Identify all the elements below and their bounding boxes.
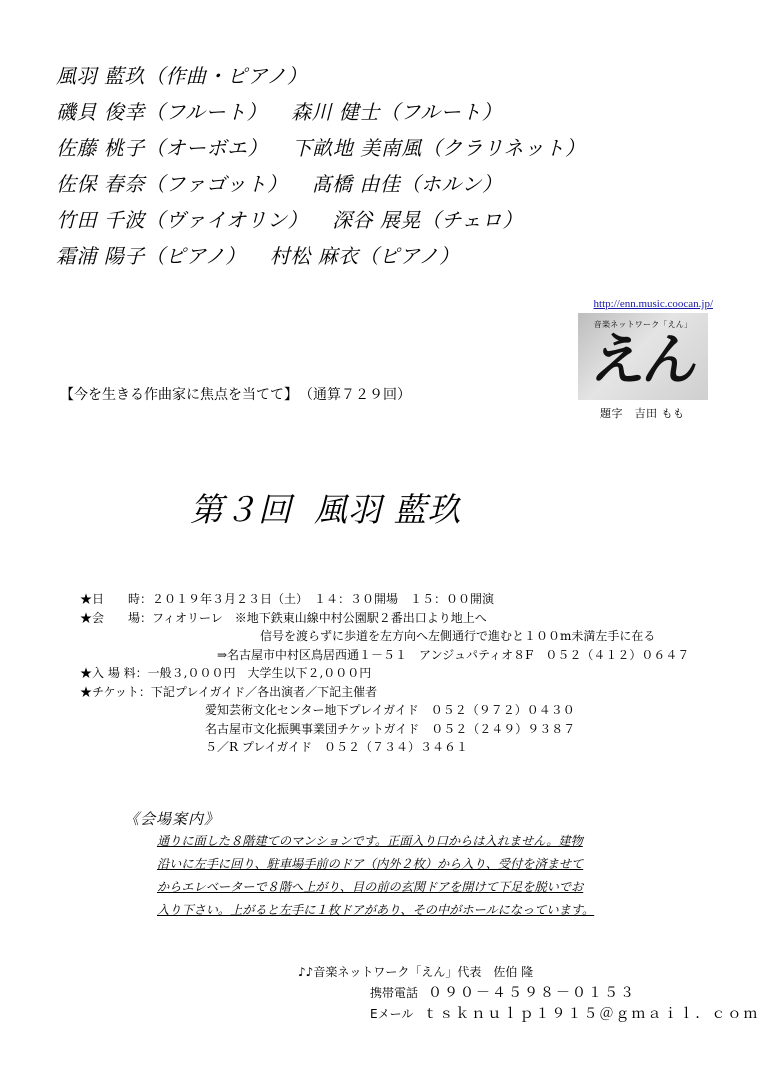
- enn-logo: [578, 313, 708, 400]
- website-link[interactable]: http://enn.music.coocan.jp/: [593, 298, 713, 310]
- performer-name: 佐藤 桃子（オーボエ）: [56, 136, 268, 160]
- performer-line: [56, 94, 746, 130]
- title-composer: 風羽 藍玖: [314, 490, 462, 529]
- phone-line: [298, 983, 738, 1004]
- organizer: ♪♪音楽ネットワーク「えん」代表 佐伯 隆: [298, 965, 534, 979]
- phone-number: ０９０－４５９８－０１５３: [428, 985, 637, 1001]
- ticket-outlet: ５／R プレイガイド ０５２（７３４）３４６１: [205, 740, 469, 754]
- title-edition: 第３回: [190, 490, 292, 529]
- performer-line: [56, 166, 746, 202]
- series-count: （通算７２９回）: [306, 387, 411, 403]
- performer-name: 佐保 春奈（ファゴット）: [56, 172, 288, 196]
- performer-name: 下畝地 美南風（クラリネット）: [291, 136, 586, 160]
- venue-guide-line: 入り下さい。上がると左手に１枚ドアがあり、その中がホールになっています。: [157, 903, 595, 917]
- performer-name: 霜浦 陽子（ピアノ）: [56, 244, 246, 268]
- ticket-outlet: 名古屋市文化振興事業団チケットガイド ０５２（２４９）９３８７: [205, 721, 576, 736]
- concert-title: [190, 484, 610, 531]
- detail-datetime: ★日 時：２０１９年３月２３日（土） １４：３０開場 １５：００開演: [80, 592, 495, 606]
- ticket-outlet: 愛知芸術文化センター地下プレイガイド ０５２（９７２）０４３０: [205, 703, 575, 717]
- email-line: [298, 1004, 760, 1025]
- detail-venue: ★会 場：フィオリーレ ※地下鉄東山線中村公園駅２番出口より地上へ: [80, 610, 487, 625]
- performer-line: [56, 130, 746, 166]
- event-details: [80, 590, 750, 757]
- detail-admission: ★入 場 料：一般３,０００円 大学生以下２,０００円: [80, 666, 372, 680]
- venue-guide-heading: 《会場案内》: [124, 810, 221, 828]
- performer-name: 磯貝 俊幸（フルート）: [56, 100, 268, 124]
- contact-block: [298, 962, 760, 1025]
- calligrapher-credit: 題字 吉田 もも: [600, 407, 685, 420]
- series-theme: 【今を生きる作曲家に焦点を当てて】: [60, 387, 298, 403]
- performer-line: [56, 202, 746, 238]
- series-line: [60, 384, 540, 404]
- venue-guide-line: 沿いに左手に回り、駐車場手前のドア（内外２枚）から入り、受付を済ませて: [157, 857, 584, 871]
- venue-guide-line: からエレベーターで８階へ上がり、目の前の玄関ドアを開けて下足を脱いでお: [157, 880, 584, 894]
- performer-name: 風羽 藍玖（作曲・ピアノ）: [56, 64, 308, 88]
- detail-directions: 信号を渡らずに歩道を左方向へ左側通行で進むと１００m未満左手に在る: [260, 629, 656, 643]
- venue-guide-line: 通りに面した８階建てのマンションです。正面入り口からは入れません。建物: [157, 834, 583, 848]
- email-address: ｔｓｋｎｕｌｐ１９１５＠ｇｍａｉｌ．ｃｏｍ: [423, 1006, 760, 1022]
- performer-line: [56, 238, 746, 274]
- performer-name: 森川 健士（フルート）: [291, 100, 503, 124]
- performer-name: 深谷 展晃（チェロ）: [332, 208, 523, 232]
- detail-address: ⇒名古屋市中村区鳥居西通１－５１ アンジュパティオ８F ０５２（４１２）０６４７: [205, 647, 690, 662]
- logo-subtitle: 音楽ネットワーク「えん」: [593, 320, 693, 329]
- logo-calligraphy: えん: [587, 327, 699, 393]
- performer-name: 村松 麻衣（ピアノ）: [269, 244, 460, 268]
- phone-label: 携帯電話: [370, 986, 419, 1000]
- performer-line: [56, 58, 746, 94]
- venue-guide-text: [157, 830, 637, 922]
- detail-tickets: ★チケット：下記プレイガイド／各出演者／下記主催者: [80, 684, 378, 699]
- performer-name: 髙橋 由佳（ホルン）: [311, 172, 503, 196]
- performer-list: [56, 58, 746, 274]
- email-label: Eメール: [370, 1007, 414, 1021]
- performer-name: 竹田 千波（ヴァイオリン）: [56, 208, 309, 232]
